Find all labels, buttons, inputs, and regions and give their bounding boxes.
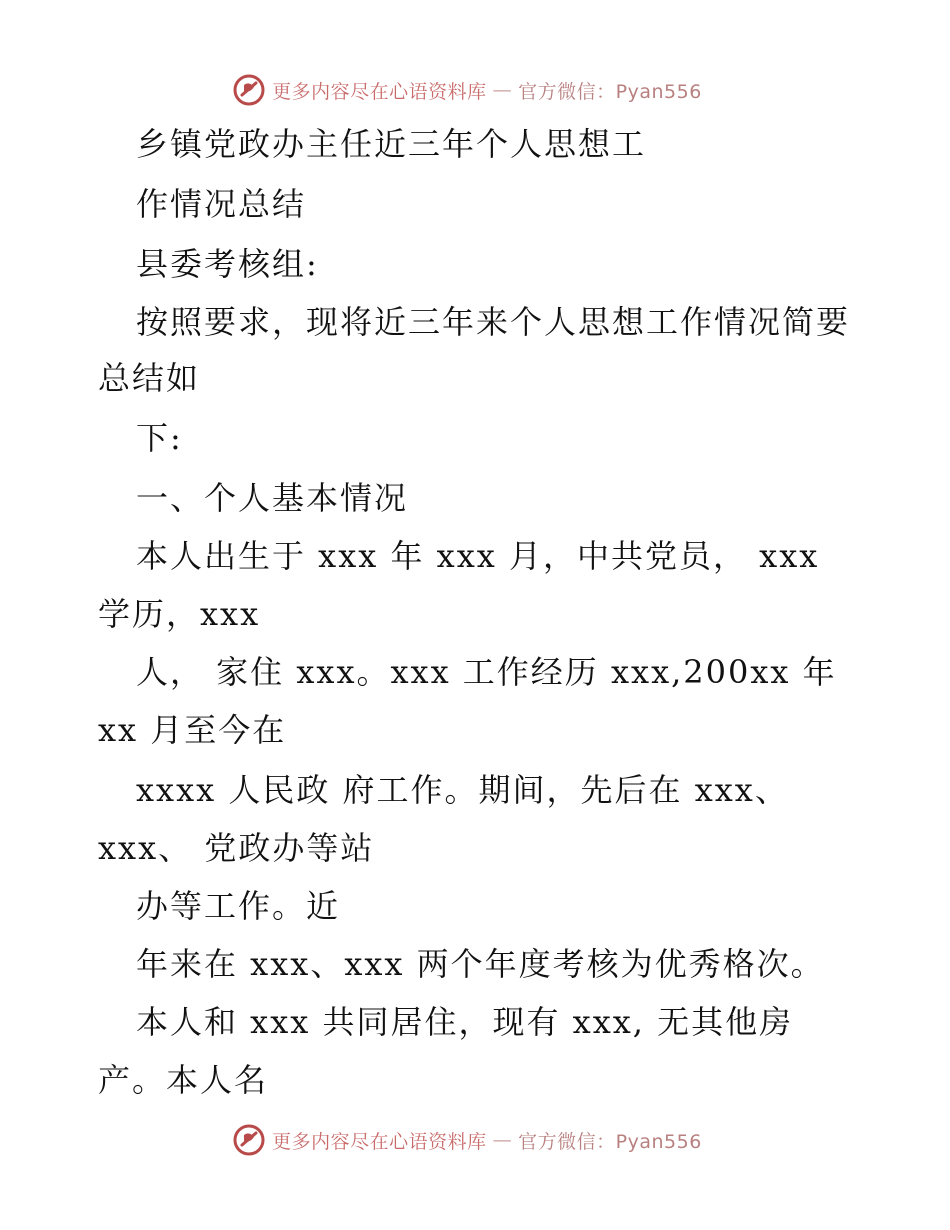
doc-line: 下: [136,419,183,457]
doc-line: 本人和 xxx 共同居住，现有 xxx, 无其他房 [136,1003,794,1041]
footer-banner-text: 更多内容尽在心语资料库 [272,1130,487,1153]
doc-line: 学历，xxx [98,595,261,633]
doc-line: 总结如 [98,359,201,397]
doc-title-line-2: 作情况总结 [136,185,307,223]
header-banner-suffix: 官方微信：Pyan556 [518,80,702,103]
doc-line: xx 月至今在 [98,711,287,749]
doc-line: 办等工作。近 [136,887,341,925]
doc-line: xxx、 党政办等站 [98,829,375,867]
doc-section-heading: 一、个人基本情况 [136,479,409,517]
doc-line: 按照要求，现将近三年来个人思想工作情况简要 [136,303,851,341]
doc-line: xxxx 人民政 府工作。期间，先后在 xxx、 [136,771,789,809]
logo-icon [232,1123,266,1157]
header-banner-dash: — [492,79,513,101]
doc-title-line-1: 乡镇党政办主任近三年个人思想工 [136,125,647,163]
footer-banner-dash: — [492,1129,513,1151]
doc-line: 年来在 xxx、xxx 两个年度考核为优秀格次。 [136,945,825,983]
doc-line: 产。本人名 [98,1061,269,1099]
doc-line: 本人出生于 xxx 年 xxx 月，中共党员， xxx [136,537,820,575]
doc-salutation: 县委考核组: [136,245,319,283]
doc-line: 人， 家住 xxx。xxx 工作经历 xxx,200xx 年 [136,653,837,691]
header-banner-text: 更多内容尽在心语资料库 [272,80,487,103]
footer-banner-content [232,1123,702,1157]
footer-banner-suffix: 官方微信：Pyan556 [518,1130,702,1153]
footer-banner [0,1120,950,1160]
